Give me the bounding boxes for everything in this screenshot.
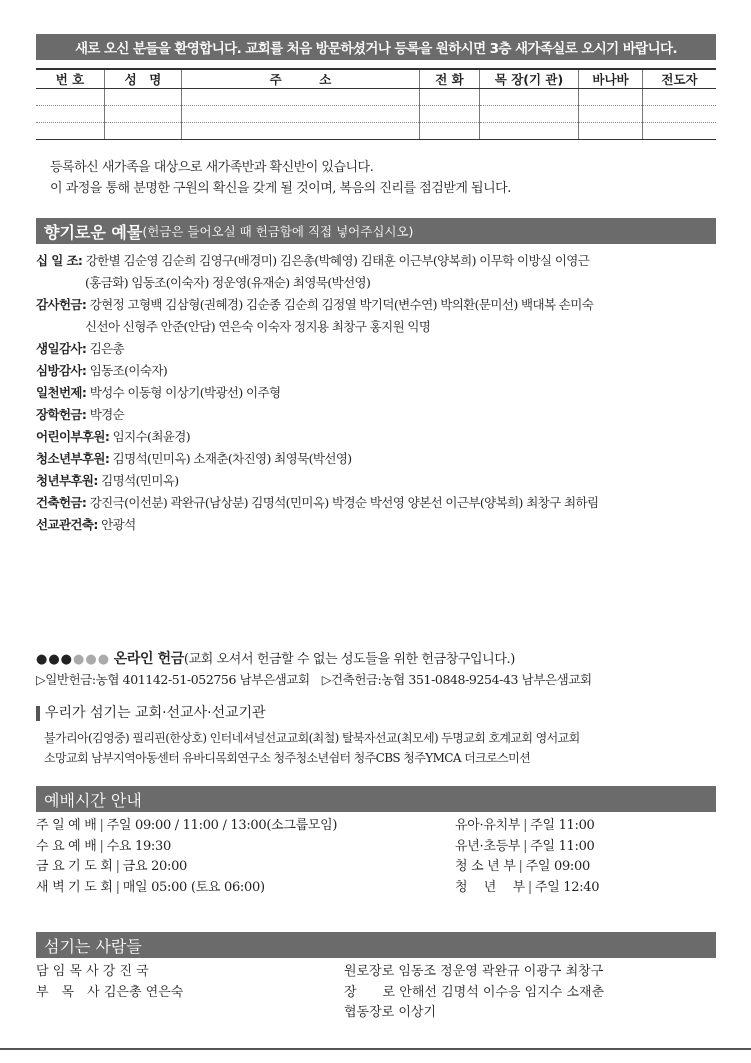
header-barnabas: 바나바 xyxy=(579,69,643,89)
servants-header xyxy=(36,932,716,958)
offering-names: 안광석 xyxy=(101,517,136,532)
worship-name: 수 요 예 배 xyxy=(36,838,97,854)
worship-time: 주일 11:00 xyxy=(530,838,595,854)
registration-header-row xyxy=(36,69,716,89)
offering-label: 건축헌금: xyxy=(36,495,87,510)
offering-item-tithe-cont xyxy=(36,272,721,294)
offering-subtitle: (헌금은 들어오실 때 헌금함에 직접 넣어주십시오) xyxy=(142,224,414,239)
servant-names: 이상기 xyxy=(398,1005,437,1020)
mission-line-2: 소망교회 남부지역아동센터 유바디목회연구소 청주청소년쉼터 청주CBS 청주YMCA 더크로스미션 xyxy=(44,751,531,765)
offering-title: 향기로운 예물 xyxy=(44,222,143,242)
servant-role: 부 목 사 xyxy=(36,984,100,1000)
offering-names: 박경순 xyxy=(89,407,125,422)
worship-name: 청 소 년 부 xyxy=(455,859,516,874)
offering-label: 감사헌금: xyxy=(36,297,87,312)
worship-item: 수 요 예 배 | 수요 19:30 xyxy=(36,838,171,854)
offering-label: 어린이부후원: xyxy=(36,429,110,444)
worship-name: 새 벽 기 도 회 xyxy=(36,879,113,895)
worship-time: 주일 12:40 xyxy=(534,879,600,895)
offering-item-scholarship xyxy=(36,404,721,426)
online-offering-title: 온라인 헌금 xyxy=(113,651,184,667)
offering-item-visit xyxy=(36,360,721,382)
worship-header xyxy=(36,786,716,812)
header-evangelist: 전도자 xyxy=(643,69,717,89)
worship-item: 청 년 부 | 주일 12:40 xyxy=(455,879,600,895)
worship-item: 유아·유치부 | 주일 11:00 xyxy=(455,818,595,833)
registration-note-1: 등록하신 새가족을 대상으로 새가족반과 확신반이 있습니다. xyxy=(50,160,374,175)
worship-name: 청 년 부 xyxy=(455,879,525,895)
header-name: 성 명 xyxy=(105,69,182,89)
servant-role: 장 로 xyxy=(344,984,396,1000)
servants-right-list xyxy=(344,962,604,1024)
offering-names: 박성수 이동형 이상기(박광선) 이주형 xyxy=(89,385,281,400)
offering-label: 선교관건축: xyxy=(36,517,98,532)
offering-label: 십 일 조: xyxy=(36,253,83,268)
servant-role: 협동장로 xyxy=(344,1005,395,1020)
offering-item-thanks xyxy=(36,294,721,316)
worship-left-list xyxy=(36,816,337,898)
worship-item: 새 벽 기 도 회 | 매일 05:00 (토요 06:00) xyxy=(36,879,265,895)
worship-right-list xyxy=(455,816,599,898)
servant-item xyxy=(344,962,604,983)
registration-note-2: 이 과정을 통해 분명한 구원의 확신을 갖게 될 것이며, 복음의 진리를 점검받게 됩니다. xyxy=(50,181,511,196)
offering-names: 김은총 xyxy=(89,341,125,356)
offering-item-youth xyxy=(36,448,721,470)
header-address: 주 소 xyxy=(182,69,420,89)
offering-names: 김명석(민미옥) xyxy=(101,473,179,488)
offering-names: 신선아 신형주 안준(안담) 연은숙 이숙자 정지용 최창구 홍지원 익명 xyxy=(85,319,431,334)
offering-names: 강진극(이선분) 곽완규(남상분) 김명석(민미옥) 박경순 박선영 양본선 이근부(양복희) 최창구 최하림 xyxy=(89,495,599,510)
bank-accounts: ▷일반헌금:농협 401142-51-052756 남부은샘교회 ▷건축헌금:농협 351-0848-9254-43 남부은샘교회 xyxy=(36,672,592,687)
worship-item: 청 소 년 부 | 주일 09:00 xyxy=(455,859,590,874)
servants-title: 섬기는 사람들 xyxy=(44,936,142,956)
offering-header xyxy=(36,218,716,244)
offering-label: 청년부후원: xyxy=(36,473,98,488)
header-number: 번 호 xyxy=(36,69,105,89)
offering-list xyxy=(36,250,721,536)
worship-name: 유아·유치부 xyxy=(455,818,521,833)
offering-item-thousand xyxy=(36,382,721,404)
servant-item xyxy=(344,983,604,1004)
offering-label: 청소년부후원: xyxy=(36,451,110,466)
offering-item-building xyxy=(36,492,721,514)
servant-item xyxy=(36,962,183,983)
servant-names: 강 진 국 xyxy=(102,964,149,979)
offering-names: 강한별 김순영 김순희 김영구(배경미) 김은총(박혜영) 김태훈 이근부(양복희) 이무학 이방실 이영근 xyxy=(85,253,590,268)
table-row xyxy=(36,123,716,140)
offering-item-tithe xyxy=(36,250,721,272)
header-cell-group: 목 장(기 관) xyxy=(480,69,579,89)
mission-line-1: 불가리아(김영중) 필리핀(한상호) 인터네셔널선교교회(최철) 탈북자선교(최모세) 두명교회 호계교회 영서교회 xyxy=(44,731,580,745)
worship-time: 수요 19:30 xyxy=(106,838,171,854)
worship-time: 주일 09:00 xyxy=(525,859,590,874)
worship-name: 주 일 예 배 xyxy=(36,818,97,833)
worship-item: 유년·초등부 | 주일 11:00 xyxy=(455,838,595,854)
worship-name: 금 요 기 도 회 xyxy=(36,859,113,874)
table-row xyxy=(36,89,716,106)
servant-item xyxy=(344,1003,604,1024)
worship-time: 주일 09:00 / 11:00 / 13:00(소그룹모임) xyxy=(106,818,338,833)
table-row xyxy=(36,106,716,123)
offering-names: 임지수(최윤경) xyxy=(112,429,191,444)
offering-label: 심방감사: xyxy=(36,363,87,378)
header-phone: 전 화 xyxy=(420,69,480,89)
offering-label: 일천번제: xyxy=(36,385,87,400)
worship-name: 유년·초등부 xyxy=(455,838,521,854)
worship-item: 금 요 기 도 회 | 금요 20:00 xyxy=(36,859,188,874)
servants-left-list xyxy=(36,962,183,1003)
worship-time: 주일 11:00 xyxy=(530,818,595,833)
registration-table xyxy=(36,68,716,140)
servant-role: 담 임 목 사 xyxy=(36,964,99,979)
welcome-banner: 새로 오신 분들을 환영합니다. 교회를 처음 방문하셨거나 등록을 원하시면 3층 새가족실로 오시기 바랍니다. xyxy=(36,34,716,60)
dots-light-icon: ●●● xyxy=(73,652,111,667)
worship-item: 주 일 예 배 | 주일 09:00 / 11:00 / 13:00(소그룹모임) xyxy=(36,818,338,833)
servant-names: 안해선 김명석 이수응 임지수 소재춘 xyxy=(399,984,605,1000)
servant-item xyxy=(36,983,183,1004)
offering-item-young-adult xyxy=(36,470,721,492)
offering-names: 김명석(민미옥) 소재춘(차진영) 최영묵(박선영) xyxy=(112,451,352,466)
offering-label: 생일감사: xyxy=(36,341,87,356)
offering-names: 임동조(이숙자) xyxy=(89,363,168,378)
offering-item-mission-building xyxy=(36,514,721,536)
servant-names: 김은총 연은숙 xyxy=(103,984,184,1000)
offering-names: (홍금화) 임동조(이숙자) 정운영(유재순) 최영묵(박선영) xyxy=(85,275,371,290)
servant-names: 임동조 정운영 곽완규 이광구 최창구 xyxy=(398,964,604,979)
servant-role: 원로장로 xyxy=(344,964,395,979)
dots-dark-icon: ●●● xyxy=(36,652,74,667)
mission-title: 우리가 섬기는 교회·선교사·선교기관 xyxy=(36,706,266,721)
worship-time: 매일 05:00 (토요 06:00) xyxy=(122,879,265,895)
offering-label: 장학헌금: xyxy=(36,407,87,422)
online-offering-desc: (교회 오셔서 헌금할 수 없는 성도들을 위한 헌금창구입니다.) xyxy=(183,652,515,667)
offering-names: 강현정 고형백 김삼형(권혜경) 김순종 김순희 김정열 박기덕(변수연) 박의환(문미선) 백대복 손미숙 xyxy=(89,297,594,312)
offering-item-birthday xyxy=(36,338,721,360)
offering-item-children xyxy=(36,426,721,448)
worship-title: 예배시간 안내 xyxy=(44,790,142,810)
bottom-divider xyxy=(0,1048,751,1050)
online-offering-heading xyxy=(36,648,515,668)
worship-time: 금요 20:00 xyxy=(122,859,188,874)
offering-item-thanks-cont xyxy=(36,316,721,338)
